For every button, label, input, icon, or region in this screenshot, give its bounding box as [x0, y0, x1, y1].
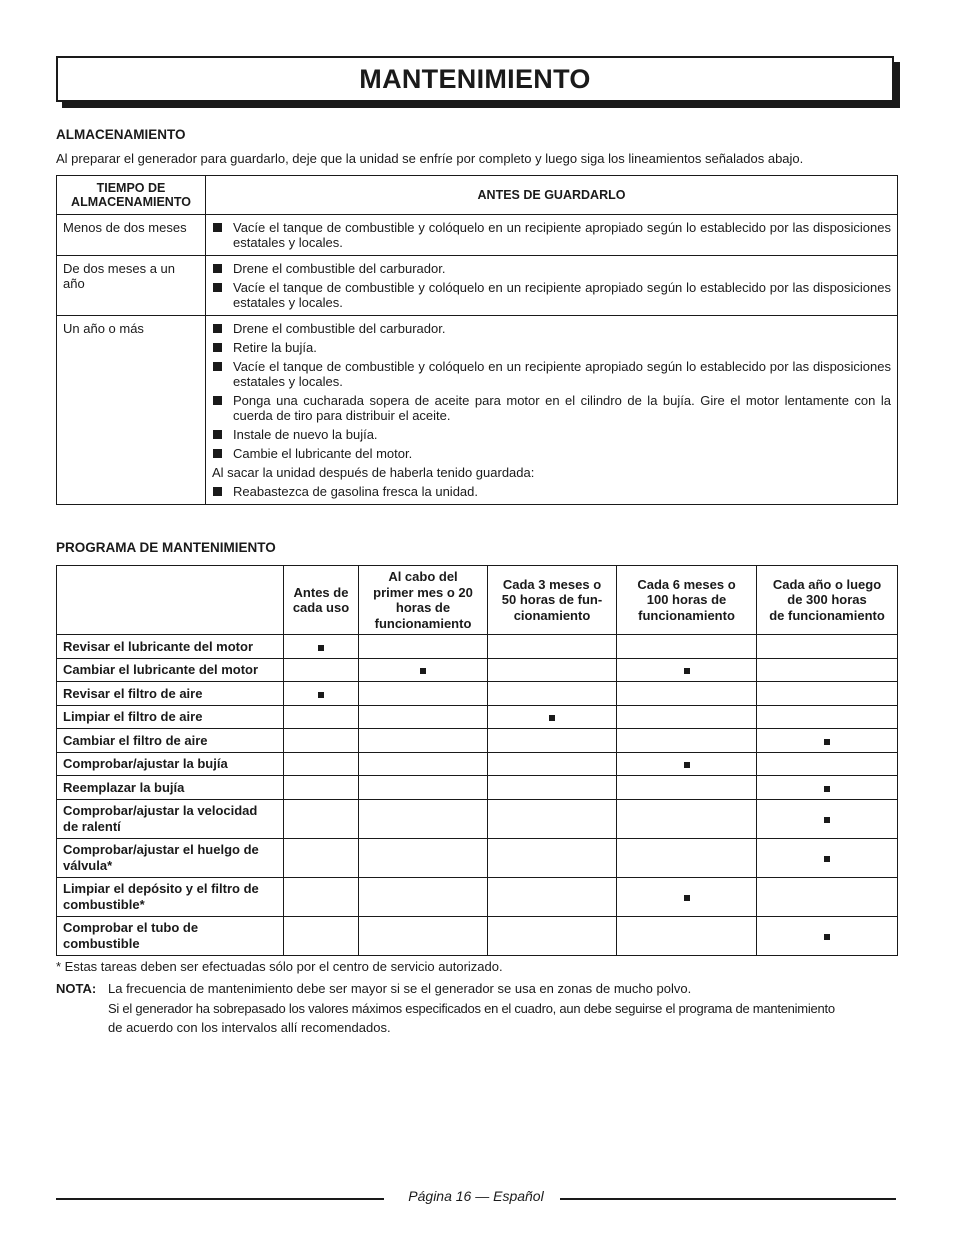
schedule-cell	[284, 916, 359, 955]
header-line: Cada año o luego	[772, 576, 882, 592]
storage-actions	[206, 215, 898, 256]
storage-table	[56, 175, 898, 505]
schedule-mark-icon	[549, 715, 555, 721]
schedule-mark-icon	[684, 895, 690, 901]
nota-line: La frecuencia de mantenimiento debe ser mayor si se el generador se usa en zonas de mucho polvo.	[108, 981, 692, 996]
schedule-cell	[488, 705, 617, 729]
task-cell	[57, 916, 284, 955]
header-line: Cada 3 meses o	[502, 576, 602, 592]
schedule-heading: PROGRAMA DE MANTENIMIENTO	[56, 540, 276, 555]
storage-period: Menos de dos meses	[57, 215, 206, 256]
task-cell	[57, 658, 284, 682]
list-item	[212, 280, 891, 310]
schedule-cell	[617, 705, 757, 729]
storage-actions	[206, 256, 898, 316]
schedule-header-before-each-use	[284, 566, 359, 635]
page-number: Página 16 — Español	[408, 1188, 544, 1204]
schedule-cell	[757, 635, 898, 659]
footnote: * Estas tareas deben ser efectuadas sólo por el centro de servicio autorizado.	[56, 959, 503, 974]
schedule-cell	[617, 838, 757, 877]
schedule-cell	[359, 838, 488, 877]
schedule-cell	[359, 729, 488, 753]
schedule-cell	[488, 682, 617, 706]
list-item	[212, 220, 891, 250]
task-label: Limpiar el depósito y el filtro de	[63, 881, 259, 896]
schedule-cell	[488, 877, 617, 916]
header-line: cionamiento	[513, 607, 591, 623]
storage-period: Un año o más	[57, 316, 206, 505]
schedule-cell	[757, 799, 898, 838]
storage-heading: ALMACENAMIENTO	[56, 127, 186, 142]
schedule-cell	[284, 838, 359, 877]
header-line: funcionamiento	[638, 607, 735, 623]
schedule-cell	[488, 776, 617, 800]
bullet-square-icon	[213, 283, 222, 292]
schedule-mark-icon	[318, 692, 324, 698]
schedule-cell	[757, 877, 898, 916]
list-item-text: Vacíe el tanque de combustible y colóquelo en un recipiente apropiado según lo establecido por las disposiciones estatales y locales.	[233, 359, 891, 389]
task-label: válvula*	[63, 857, 113, 873]
storage-row	[57, 256, 898, 316]
task-cell	[57, 776, 284, 800]
task-cell	[57, 799, 284, 838]
schedule-cell	[617, 658, 757, 682]
task-cell	[57, 635, 284, 659]
header-line: 50 horas de fun-	[501, 592, 603, 608]
list-item-text: Retire la bujía.	[233, 340, 317, 355]
list-item-text: Drene el combustible del carburador.	[233, 321, 446, 336]
schedule-cell	[284, 799, 359, 838]
page-footer	[56, 1188, 896, 1208]
list-item-text: Instale de nuevo la bujía.	[233, 427, 378, 442]
schedule-cell	[488, 635, 617, 659]
schedule-cell	[488, 838, 617, 877]
schedule-cell	[617, 776, 757, 800]
table-row	[57, 682, 898, 706]
task-label: combustible*	[63, 896, 145, 912]
table-row	[57, 799, 898, 838]
schedule-cell	[359, 635, 488, 659]
storage-header-period-line1: TIEMPO DE	[96, 181, 166, 195]
schedule-cell	[617, 799, 757, 838]
bullet-square-icon	[213, 430, 222, 439]
schedule-header-3-months	[488, 566, 617, 635]
task-label: Comprobar el tubo de	[63, 920, 199, 935]
list-item	[212, 321, 891, 336]
task-cell	[57, 838, 284, 877]
header-line: 100 horas de	[646, 592, 727, 608]
nota-line: Si el generador ha sobrepasado los valores máximos especificados en el cuadro, aun debe seguirse el programa de mantenimiento	[108, 1000, 835, 1016]
header-line: cada uso	[292, 600, 350, 615]
storage-header-period-line2: ALMACENAMIENTO	[71, 195, 191, 209]
bullet-square-icon	[213, 396, 222, 405]
task-label: Limpiar el filtro de aire	[63, 709, 203, 724]
list-item	[212, 393, 891, 423]
storage-header-period	[57, 176, 206, 215]
header-line: Al cabo del	[388, 569, 458, 584]
schedule-cell	[359, 799, 488, 838]
storage-header-before: ANTES DE GUARDARLO	[206, 176, 898, 215]
schedule-mark-icon	[684, 762, 690, 768]
schedule-header-row	[57, 566, 898, 635]
task-cell	[57, 752, 284, 776]
schedule-header-first-month	[359, 566, 488, 635]
schedule-cell	[757, 916, 898, 955]
list-item	[212, 359, 891, 389]
task-cell	[57, 729, 284, 753]
schedule-header-task	[57, 566, 284, 635]
list-item	[212, 446, 891, 461]
schedule-mark-icon	[824, 786, 830, 792]
maintenance-schedule-table	[56, 565, 898, 956]
schedule-cell	[757, 752, 898, 776]
schedule-cell	[617, 877, 757, 916]
schedule-cell	[359, 916, 488, 955]
table-row	[57, 877, 898, 916]
schedule-cell	[284, 776, 359, 800]
table-row	[57, 776, 898, 800]
storage-intro: Al preparar el generador para guardarlo, deje que la unidad se enfríe por completo y luego siga los lineamientos señalados abajo.	[56, 151, 804, 166]
page-title-box	[56, 56, 894, 102]
task-cell	[57, 877, 284, 916]
schedule-cell	[284, 705, 359, 729]
schedule-cell	[359, 682, 488, 706]
page-title: MANTENIMIENTO	[359, 63, 591, 94]
storage-row	[57, 316, 898, 505]
storage-header-row	[57, 176, 898, 215]
schedule-cell	[617, 752, 757, 776]
schedule-cell	[488, 752, 617, 776]
bullet-square-icon	[213, 449, 222, 458]
schedule-cell	[488, 916, 617, 955]
schedule-cell	[284, 635, 359, 659]
schedule-cell	[488, 729, 617, 753]
schedule-cell	[284, 658, 359, 682]
schedule-cell	[757, 729, 898, 753]
schedule-cell	[757, 705, 898, 729]
nota-text	[108, 979, 898, 1038]
schedule-body	[57, 635, 898, 956]
schedule-mark-icon	[420, 668, 426, 674]
header-line: primer mes o 20	[373, 584, 473, 600]
table-row	[57, 635, 898, 659]
schedule-cell	[284, 752, 359, 776]
nota-line: de acuerdo con los intervalos allí recomendados.	[108, 1020, 391, 1035]
task-label: Cambiar el filtro de aire	[63, 732, 208, 748]
schedule-cell	[359, 658, 488, 682]
schedule-cell	[757, 838, 898, 877]
bullet-square-icon	[213, 487, 222, 496]
list-item	[212, 261, 891, 276]
nota-label: NOTA:	[56, 981, 97, 996]
task-cell	[57, 705, 284, 729]
after-storage-note: Al sacar la unidad después de haberla tenido guardada:	[212, 465, 535, 480]
storage-row	[57, 215, 898, 256]
task-label: de ralentí	[63, 818, 121, 834]
schedule-cell	[757, 682, 898, 706]
bullet-square-icon	[213, 324, 222, 333]
bullet-square-icon	[213, 362, 222, 371]
storage-period: De dos meses a un año	[57, 256, 206, 316]
schedule-cell	[284, 877, 359, 916]
schedule-cell	[284, 729, 359, 753]
table-row	[57, 916, 898, 955]
schedule-mark-icon	[824, 817, 830, 823]
schedule-cell	[617, 729, 757, 753]
schedule-cell	[757, 658, 898, 682]
schedule-cell	[359, 877, 488, 916]
storage-actions	[206, 316, 898, 505]
list-item	[212, 427, 891, 442]
list-item-text: Ponga una cucharada sopera de aceite para motor en el cilindro de la bujía. Gire el motor lentamente con la cuerda de tiro para distribuir el aceite.	[233, 393, 891, 423]
list-item-text: Drene el combustible del carburador.	[233, 261, 446, 276]
schedule-cell	[617, 916, 757, 955]
task-label: Revisar el filtro de aire	[63, 685, 203, 701]
schedule-cell	[617, 682, 757, 706]
header-line: funcionamiento	[374, 615, 472, 631]
list-item-text: Reabastezca de gasolina fresca la unidad.	[233, 484, 478, 499]
task-label: Comprobar/ajustar la bujía	[63, 756, 228, 771]
task-cell	[57, 682, 284, 706]
task-label: Comprobar/ajustar el huelgo de	[63, 842, 259, 857]
header-line: horas de	[395, 600, 451, 615]
table-row	[57, 658, 898, 682]
table-row	[57, 752, 898, 776]
task-label: Cambiar el lubricante del motor	[63, 662, 259, 677]
schedule-header-6-months	[617, 566, 757, 635]
schedule-mark-icon	[684, 668, 690, 674]
task-label: Revisar el lubricante del motor	[63, 638, 254, 654]
table-row	[57, 838, 898, 877]
list-item-text: Vacíe el tanque de combustible y colóquelo en un recipiente apropiado según lo establecido por las disposiciones estatales y locales.	[233, 220, 891, 250]
schedule-header-yearly	[757, 566, 898, 635]
header-line: de 300 horas	[787, 592, 867, 608]
list-item-text: Vacíe el tanque de combustible y colóquelo en un recipiente apropiado según lo establecido por las disposiciones estatales y locales.	[233, 280, 891, 310]
table-row	[57, 705, 898, 729]
schedule-cell	[488, 799, 617, 838]
schedule-cell	[284, 682, 359, 706]
task-label: combustible	[63, 935, 140, 951]
list-item-text: Cambie el lubricante del motor.	[233, 446, 413, 461]
list-item	[212, 484, 891, 499]
header-line: Antes de	[293, 584, 349, 600]
schedule-mark-icon	[824, 934, 830, 940]
bullet-square-icon	[213, 223, 222, 232]
bullet-square-icon	[213, 264, 222, 273]
schedule-mark-icon	[318, 645, 324, 651]
nota-block	[56, 979, 898, 1038]
schedule-cell	[359, 776, 488, 800]
schedule-mark-icon	[824, 739, 830, 745]
list-item	[212, 340, 891, 355]
schedule-cell	[359, 705, 488, 729]
header-line: Cada 6 meses o	[637, 576, 736, 592]
schedule-cell	[757, 776, 898, 800]
schedule-cell	[359, 752, 488, 776]
schedule-cell	[617, 635, 757, 659]
bullet-square-icon	[213, 343, 222, 352]
task-label: Comprobar/ajustar la velocidad	[63, 803, 258, 818]
task-label: Reemplazar la bujía	[63, 779, 185, 795]
header-line: de funcionamiento	[769, 607, 885, 623]
table-row	[57, 729, 898, 753]
schedule-cell	[488, 658, 617, 682]
schedule-mark-icon	[824, 856, 830, 862]
